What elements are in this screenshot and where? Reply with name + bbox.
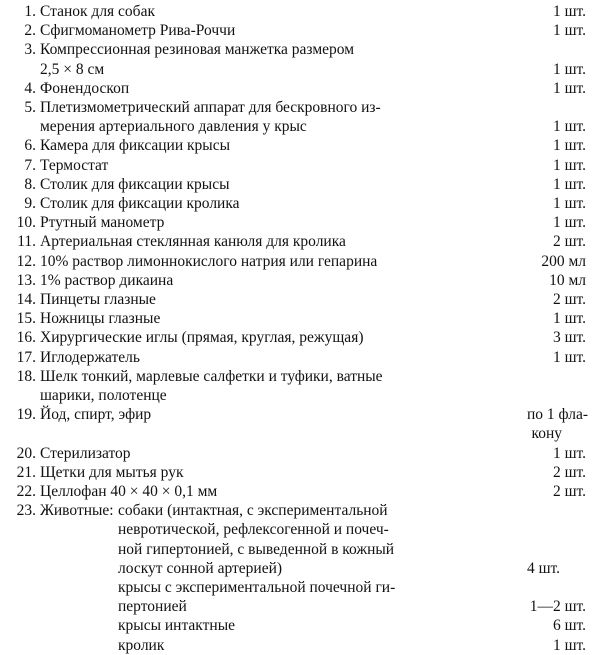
animal-dogs: собаки (интактная, с экспериментальной xyxy=(118,502,388,520)
list-item xyxy=(0,348,596,367)
list-item xyxy=(0,367,596,386)
item-number: 2. xyxy=(24,22,36,40)
item-text: Ртутный манометр xyxy=(40,214,165,232)
list-item xyxy=(0,597,596,616)
item-number: 13. xyxy=(16,271,36,289)
item-number: 8. xyxy=(24,175,36,193)
item-text: Камера для фиксации крысы xyxy=(40,137,231,155)
item-number: 18. xyxy=(16,367,36,385)
list-item xyxy=(0,540,596,559)
item-number: 9. xyxy=(24,195,36,212)
animal-rats-exp: пертонией xyxy=(118,598,187,616)
item-quantity: 1 шт. xyxy=(552,156,586,174)
list-item xyxy=(0,520,596,539)
list-item xyxy=(0,636,596,655)
list-item xyxy=(0,290,596,309)
item-quantity: 1 шт. xyxy=(552,118,586,136)
item-text: 2,5 × 8 см xyxy=(40,60,105,78)
item-number: 4. xyxy=(24,79,36,97)
list-item xyxy=(0,482,596,501)
list-item xyxy=(0,156,596,175)
item-text: Фонендоскоп xyxy=(40,79,130,97)
list-item xyxy=(0,117,596,136)
item-number: 5. xyxy=(24,99,36,116)
item-text: 10% раствор лимоннокислого натрия или гепарина xyxy=(40,252,378,270)
item-text: Сфигмоманометр Рива-Роччи xyxy=(40,22,236,40)
item-quantity: 6 шт. xyxy=(552,617,586,635)
item-number: 20. xyxy=(16,444,36,462)
item-text: Хирургические иглы (прямая, круглая, режущая) xyxy=(40,329,364,347)
item-quantity: 1 шт. xyxy=(552,214,586,232)
item-quantity: 2 шт. xyxy=(552,233,586,251)
item-quantity: 1 шт. xyxy=(552,79,586,97)
item-number: 17. xyxy=(16,348,36,366)
item-quantity: 4 шт. xyxy=(526,559,560,577)
list-item xyxy=(0,424,596,443)
item-quantity: 1 шт. xyxy=(552,175,586,193)
item-number: 12. xyxy=(16,252,36,270)
item-text: Плетизмометрический аппарат для бескровного из- xyxy=(40,99,381,116)
item-quantity: 1 шт. xyxy=(552,60,586,78)
list-item xyxy=(0,2,596,21)
animal-rats-intact: крысы интактные xyxy=(118,617,235,635)
item-number: 3. xyxy=(24,41,36,59)
item-number: 22. xyxy=(16,483,36,500)
item-text: Артериальная стеклянная канюля для кролика xyxy=(40,233,346,251)
animal-rats-exp: крысы с экспериментальной почечной ги- xyxy=(118,579,396,596)
list-item xyxy=(0,213,596,232)
item-text: Термостат xyxy=(40,156,109,174)
list-item xyxy=(0,328,596,347)
item-quantity: 2 шт. xyxy=(552,483,586,500)
animals-label: Животные: xyxy=(40,502,114,520)
item-quantity: 1—2 шт. xyxy=(529,598,586,616)
item-text: Пинцеты глазные xyxy=(40,291,156,308)
list-item xyxy=(0,309,596,328)
list-item xyxy=(0,194,596,213)
animal-rabbit: кролик xyxy=(118,636,165,654)
list-item xyxy=(0,578,596,597)
item-quantity: 2 шт. xyxy=(552,291,586,308)
list-item xyxy=(0,559,596,578)
item-text: мерения артериального давления у крыс xyxy=(40,118,307,136)
item-number: 21. xyxy=(16,463,36,481)
item-text: Компрессионная резиновая манжетка размером xyxy=(40,41,355,59)
item-text: 1% раствор дикаина xyxy=(40,271,174,289)
item-quantity: 1 шт. xyxy=(552,137,586,155)
item-quantity: 1 шт. xyxy=(552,444,586,462)
item-text: шарики, полотенце xyxy=(40,387,167,404)
animal-dogs: ной гипертонией, с выведенной в кожный xyxy=(118,540,395,558)
animal-dogs: невротической, рефлексогенной и почеч- xyxy=(118,521,389,539)
item-number: 16. xyxy=(16,329,36,347)
item-quantity: 200 мл xyxy=(541,252,586,270)
item-text: Йод, спирт, эфир xyxy=(40,406,152,424)
list-item xyxy=(0,40,596,59)
item-quantity: 3 шт. xyxy=(552,329,586,347)
item-quantity: 1 шт. xyxy=(552,3,586,20)
item-number: 1. xyxy=(24,3,36,20)
item-quantity: 2 шт. xyxy=(552,463,586,481)
item-text: Шелк тонкий, марлевые салфетки и туфики, ватные xyxy=(40,367,383,385)
list-item xyxy=(0,98,596,117)
list-item xyxy=(0,136,596,155)
animal-dogs: лоскут сонной артерией) xyxy=(118,559,283,577)
list-item xyxy=(0,501,596,520)
item-quantity: по 1 фла- xyxy=(527,406,588,424)
item-number: 10. xyxy=(16,214,36,232)
list-item xyxy=(0,463,596,482)
item-quantity: 1 шт. xyxy=(552,310,586,328)
item-number: 11. xyxy=(17,233,36,251)
item-text: Иглодержатель xyxy=(40,348,140,366)
list-item xyxy=(0,79,596,98)
item-number: 7. xyxy=(24,156,36,174)
list-item xyxy=(0,21,596,40)
item-quantity-cont: кону xyxy=(531,425,562,443)
list-item xyxy=(0,60,596,79)
list-item xyxy=(0,444,596,463)
item-number: 6. xyxy=(24,137,36,155)
item-text: Щетки для мытья рук xyxy=(40,463,184,481)
item-text: Столик для фиксации крысы xyxy=(40,175,230,193)
item-text: Станок для собак xyxy=(40,3,155,20)
item-number: 14. xyxy=(16,291,36,308)
list-item xyxy=(0,405,596,424)
item-quantity: 1 шт. xyxy=(552,348,586,366)
list-item xyxy=(0,616,596,635)
list-item xyxy=(0,252,596,271)
item-number: 23. xyxy=(16,502,36,520)
item-text: Целлофан 40 × 40 × 0,1 мм xyxy=(40,483,218,500)
list-item xyxy=(0,271,596,290)
item-text: Стерилизатор xyxy=(40,444,131,462)
item-quantity: 10 мл xyxy=(549,271,586,289)
list-item xyxy=(0,386,596,405)
item-text: Ножницы глазные xyxy=(40,310,161,328)
item-number: 15. xyxy=(16,310,36,328)
item-quantity: 1 шт. xyxy=(552,22,586,40)
list-item xyxy=(0,232,596,251)
item-quantity: 1 шт. xyxy=(552,636,586,654)
item-text: Столик для фиксации кролика xyxy=(40,195,240,212)
list-item xyxy=(0,175,596,194)
item-quantity: 1 шт. xyxy=(552,195,586,212)
item-number: 19. xyxy=(16,406,36,424)
